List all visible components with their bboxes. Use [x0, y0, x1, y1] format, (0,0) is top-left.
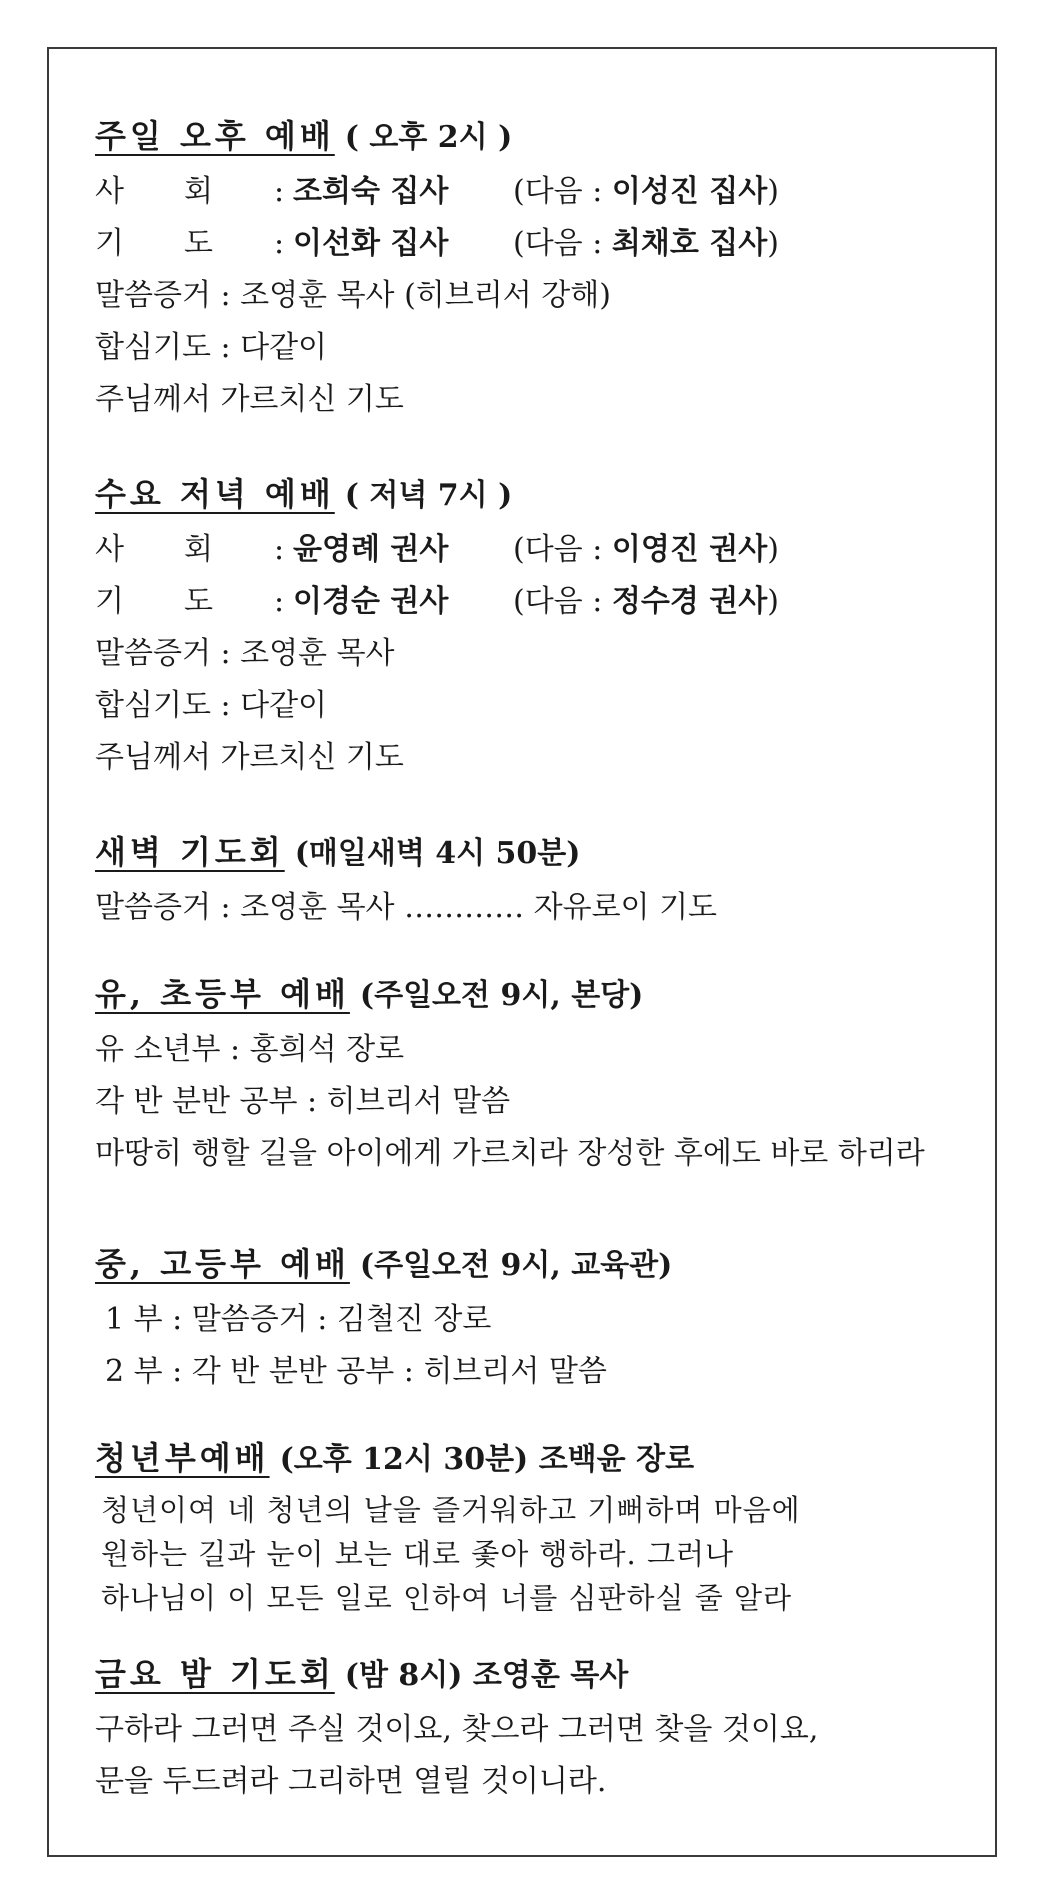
line-lords-prayer: 주님께서 가르치신 기도: [95, 740, 404, 775]
role-label: 기 도: [95, 226, 213, 261]
role-person: 조희숙 집사: [293, 174, 449, 209]
section-title: 중, 고등부 예배: [95, 1245, 350, 1283]
role-person: 이경순 권사: [293, 584, 449, 619]
next-person: (다음 : 이영진 권사): [513, 532, 779, 567]
next-person: (다음 : 정수경 권사): [513, 584, 779, 619]
section-young-adult-worship: [95, 1434, 975, 1620]
verse-line: 하나님이 이 모든 일로 인하여 너를 심판하실 줄 알라: [101, 1581, 793, 1615]
role-row-prayer: [95, 218, 975, 270]
section-title: 유, 초등부 예배: [95, 975, 350, 1013]
role-row-prayer: [95, 576, 975, 628]
role-label: 사 회: [95, 174, 213, 209]
colon: :: [273, 584, 285, 619]
section-time: (오후 12시 30분) 조백윤 장로: [279, 1442, 695, 1477]
line-sermon: 말씀증거 : 조영훈 목사: [95, 636, 395, 671]
section-time: (주일오전 9시, 본당): [359, 978, 644, 1013]
section-heading: [95, 970, 975, 1018]
section-wednesday-evening: [95, 470, 975, 784]
section-sunday-afternoon: [95, 112, 975, 426]
verse-line: 문을 두드려라 그리하면 열릴 것이니라.: [95, 1764, 607, 1799]
verse-line: 청년이여 네 청년의 날을 즐거워하고 기뻐하며 마음에: [101, 1493, 801, 1527]
section-time: ( 오후 2시 ): [344, 120, 513, 155]
section-heading: [95, 1240, 975, 1288]
line-lords-prayer: 주님께서 가르치신 기도: [95, 382, 404, 417]
colon: :: [273, 226, 285, 261]
section-heading: [95, 1434, 975, 1482]
line-part-2: 2 부 : 각 반 분반 공부 : 히브리서 말씀: [105, 1354, 607, 1389]
section-title: 주일 오후 예배: [95, 117, 335, 155]
line-leader: 유 소년부 : 홍희석 장로: [95, 1032, 405, 1067]
section-time: (매일새벽 4시 50분): [294, 836, 581, 871]
verse-line: 구하라 그러면 주실 것이요, 찾으라 그러면 찾을 것이요,: [95, 1712, 819, 1747]
section-heading: [95, 828, 975, 876]
colon: :: [273, 174, 285, 209]
role-person: 이선화 집사: [293, 226, 449, 261]
section-title: 청년부예배: [95, 1439, 270, 1477]
line-group-prayer: 합심기도 : 다같이: [95, 688, 328, 723]
worship-schedule: [95, 112, 975, 1808]
section-heading: [95, 1650, 975, 1698]
section-heading: [95, 112, 975, 160]
section-children-worship: [95, 970, 975, 1180]
line-sermon: 말씀증거 : 조영훈 목사 (히브리서 강해): [95, 278, 611, 313]
colon: :: [273, 532, 285, 567]
line-part-1: 1 부 : 말씀증거 : 김철진 장로: [105, 1302, 492, 1337]
section-dawn-prayer: [95, 828, 975, 934]
section-time: (주일오전 9시, 교육관): [359, 1248, 673, 1283]
section-time: ( 저녁 7시 ): [344, 478, 513, 513]
role-label: 사 회: [95, 532, 213, 567]
section-title: 수요 저녁 예배: [95, 475, 335, 513]
line-sermon: 말씀증거 : 조영훈 목사 ………… 자유로이 기도: [95, 890, 718, 925]
verse-line: 원하는 길과 눈이 보는 대로 좇아 행하라. 그러나: [101, 1537, 735, 1571]
next-person: (다음 : 이성진 집사): [513, 174, 779, 209]
line-group-prayer: 합심기도 : 다같이: [95, 330, 328, 365]
role-row-host: [95, 166, 975, 218]
role-person: 윤영례 권사: [293, 532, 449, 567]
section-time: (밤 8시) 조영훈 목사: [344, 1658, 629, 1693]
line-verse: 마땅히 행할 길을 아이에게 가르치라 장성한 후에도 바로 하리라: [95, 1136, 925, 1171]
section-heading: [95, 470, 975, 518]
next-person: (다음 : 최채호 집사): [513, 226, 779, 261]
section-youth-worship: [95, 1240, 975, 1398]
section-title: 금요 밤 기도회: [95, 1655, 335, 1693]
role-label: 기 도: [95, 584, 213, 619]
section-title: 새벽 기도회: [95, 833, 285, 871]
section-friday-prayer: [95, 1650, 975, 1808]
role-row-host: [95, 524, 975, 576]
line-class-study: 각 반 분반 공부 : 히브리서 말씀: [95, 1084, 511, 1119]
